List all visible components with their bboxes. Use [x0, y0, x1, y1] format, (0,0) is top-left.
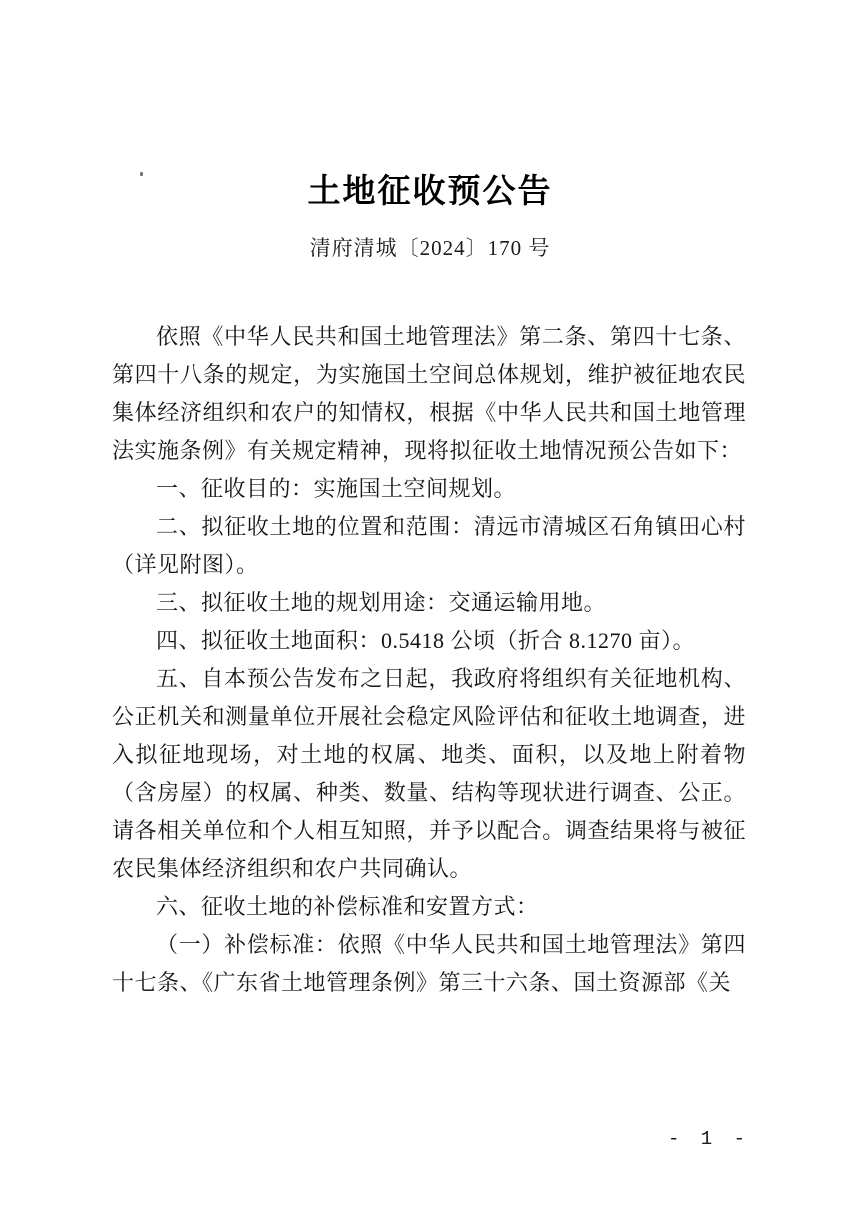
body-paragraph-item-4-area: 四、拟征收土地面积：0.5418 公顷（折合 8.1270 亩）。	[156, 628, 696, 653]
body-paragraph-item-6-1-standard: （一）补偿标准：依照《中华人民共和国土地管理法》第四十七条、《广东省土地管理条例》第三十六条、国土资源部《关	[112, 932, 746, 995]
body-paragraph-item-6-compensation: 六、征收土地的补偿标准和安置方式：	[156, 894, 539, 919]
document-title: 土地征收预公告	[307, 174, 553, 211]
body-paragraph-item-3-planned-use: 三、拟征收土地的规划用途：交通运输用地。	[156, 590, 607, 615]
page-number: - 1 -	[667, 1128, 750, 1150]
document-body	[112, 318, 746, 1002]
body-paragraph-intro: 依照《中华人民共和国土地管理法》第二条、第四十七条、第四十八条的规定，为实施国土空间总体规划，维护被征地农民集体经济组织和农户的知情权，根据《中华人民共和国土地管理法实施条例》有关规定精神，现将拟征收土地情况预公告如下：	[112, 324, 746, 463]
body-paragraph-item-5-survey: 五、自本预公告发布之日起，我政府将组织有关征地机构、公正机关和测量单位开展社会稳定风险评估和征收土地调查，进入拟征地现场，对土地的权属、地类、面积，以及地上附着物（含房屋）的权属、种类、数量、结构等现状进行调查、公正。请各相关单位和个人相互知照，并予以配合。调查结果将与被征农民集体经济组织和农户共同确认。	[112, 666, 746, 881]
body-paragraph-item-2-location: 二、拟征收土地的位置和范围：清远市清城区石角镇田心村（详见附图）。	[112, 514, 746, 577]
body-paragraph-item-1-purpose: 一、征收目的：实施国土空间规划。	[156, 476, 517, 501]
document-number: 清府清城〔2024〕170 号	[309, 236, 551, 260]
